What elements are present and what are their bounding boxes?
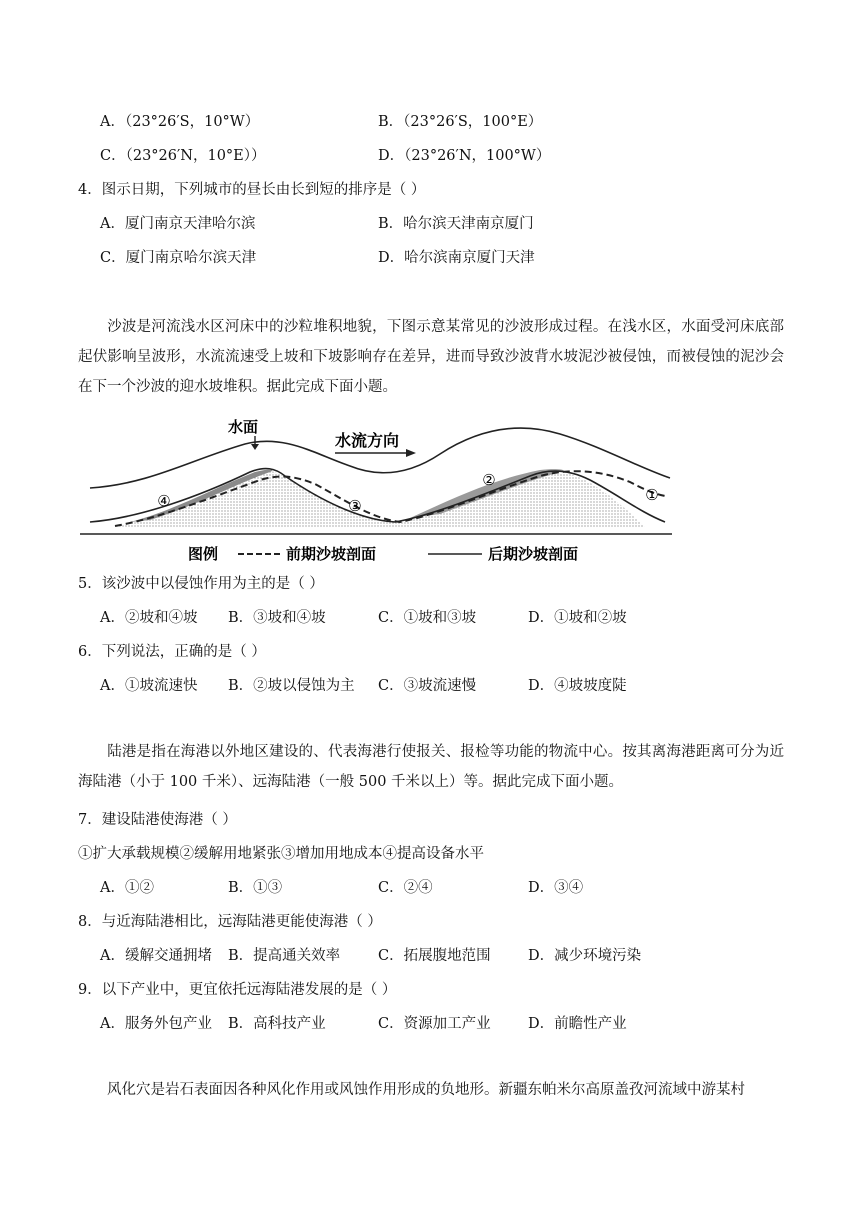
- q6-option-a[interactable]: A．①坡流速快: [100, 678, 198, 694]
- legend-title: 图例: [188, 545, 219, 563]
- q4-option-d[interactable]: D．哈尔滨南京厦门天津: [378, 250, 535, 266]
- passage-weathering-text: 风化穴是岩石表面因各种风化作用或风蚀作用形成的负地形。新疆东帕米尔高原盖孜河流域中游某村: [107, 1082, 745, 1098]
- q5-option-c[interactable]: C．①坡和③坡: [378, 610, 477, 626]
- q8-stem: 8．与近海陆港相比，远海陆港更能使海港（ ）: [78, 914, 382, 930]
- marker-2: ②: [482, 471, 496, 489]
- q7-option-c[interactable]: C．②④: [378, 880, 433, 896]
- water-surface-label: 水面: [227, 418, 259, 436]
- q9-option-c[interactable]: C．资源加工产业: [378, 1016, 491, 1032]
- marker-1: ①: [645, 486, 659, 504]
- q9-option-b[interactable]: B．高科技产业: [228, 1016, 326, 1032]
- q6-stem: 6．下列说法，正确的是（ ）: [78, 644, 266, 660]
- q9-option-a[interactable]: A．服务外包产业: [100, 1016, 212, 1032]
- q9-stem: 9．以下产业中，更宜依托远海陆港发展的是（ ）: [78, 982, 397, 998]
- q3-option-b[interactable]: B．（23°26′S，100°E）: [378, 114, 543, 130]
- q8-option-d[interactable]: D．减少环境污染: [528, 948, 642, 964]
- q9-option-d[interactable]: D．前瞻性产业: [528, 1016, 627, 1032]
- passage-weathering: [78, 1075, 784, 1105]
- q4-option-c[interactable]: C．厦门南京哈尔滨天津: [100, 250, 257, 266]
- q7-stem: 7．建设陆港使海港（ ）: [78, 812, 237, 828]
- q8-option-b[interactable]: B．提高通关效率: [228, 948, 341, 964]
- q8-option-c[interactable]: C．拓展腹地范围: [378, 948, 491, 964]
- passage-sandwave: [78, 312, 784, 402]
- legend-early-label: 前期沙坡剖面: [286, 545, 377, 563]
- q3-option-c[interactable]: C．（23°26′N，10°E））: [100, 148, 266, 164]
- q5-option-b[interactable]: B．③坡和④坡: [228, 610, 326, 626]
- flow-direction-label: 水流方向: [335, 431, 400, 450]
- q4-option-b[interactable]: B．哈尔滨天津南京厦门: [378, 216, 534, 232]
- q3-option-a[interactable]: A．（23°26′S，10°W）: [100, 114, 260, 130]
- q5-option-a[interactable]: A．②坡和④坡: [100, 610, 198, 626]
- q7-statements: ①扩大承载规模②缓解用地紧张③增加用地成本④提高设备水平: [78, 846, 484, 862]
- q6-option-b[interactable]: B．②坡以侵蚀为主: [228, 678, 355, 694]
- legend-late-label: 后期沙坡剖面: [488, 545, 579, 563]
- q5-option-d[interactable]: D．①坡和②坡: [528, 610, 627, 626]
- q8-option-a[interactable]: A．缓解交通拥堵: [100, 948, 212, 964]
- q7-option-d[interactable]: D．③④: [528, 880, 584, 896]
- passage-landport: [78, 737, 784, 797]
- water-surface-arrowhead: [251, 444, 259, 450]
- q5-stem: 5．该沙波中以侵蚀作用为主的是（ ）: [78, 576, 324, 592]
- q6-option-c[interactable]: C．③坡流速慢: [378, 678, 477, 694]
- marker-3: ③: [348, 497, 362, 515]
- q7-option-a[interactable]: A．①②: [100, 880, 154, 896]
- q3-option-d[interactable]: D．（23°26′N，100°W）: [378, 148, 551, 164]
- flow-direction-arrowhead: [406, 449, 416, 457]
- q7-option-b[interactable]: B．①③: [228, 880, 283, 896]
- q4-stem: 4．图示日期，下列城市的昼长由长到短的排序是（ ）: [78, 182, 426, 198]
- passage-sandwave-text: 沙波是河流浅水区河床中的沙粒堆积地貌，下图示意某常见的沙波形成过程。在浅水区，水面受河床底部起伏影响呈波形，水流流速受上坡和下坡影响存在差异，进而导致沙波背水坡泥沙被侵蚀，而被侵蚀的泥沙会在下一个沙波的迎水坡堆积。据此完成下面小题。: [78, 319, 784, 395]
- sandwave-diagram: [80, 408, 680, 568]
- q4-option-a[interactable]: A．厦门南京天津哈尔滨: [100, 216, 256, 232]
- marker-4: ④: [157, 492, 171, 510]
- q6-option-d[interactable]: D．④坡坡度陡: [528, 678, 627, 694]
- passage-landport-text: 陆港是指在海港以外地区建设的、代表海港行使报关、报检等功能的物流中心。按其离海港距离可分为近海陆港（小于 100 千米）、远海陆港（一般 500 千米以上）等。据此完成下面小题。: [78, 744, 784, 790]
